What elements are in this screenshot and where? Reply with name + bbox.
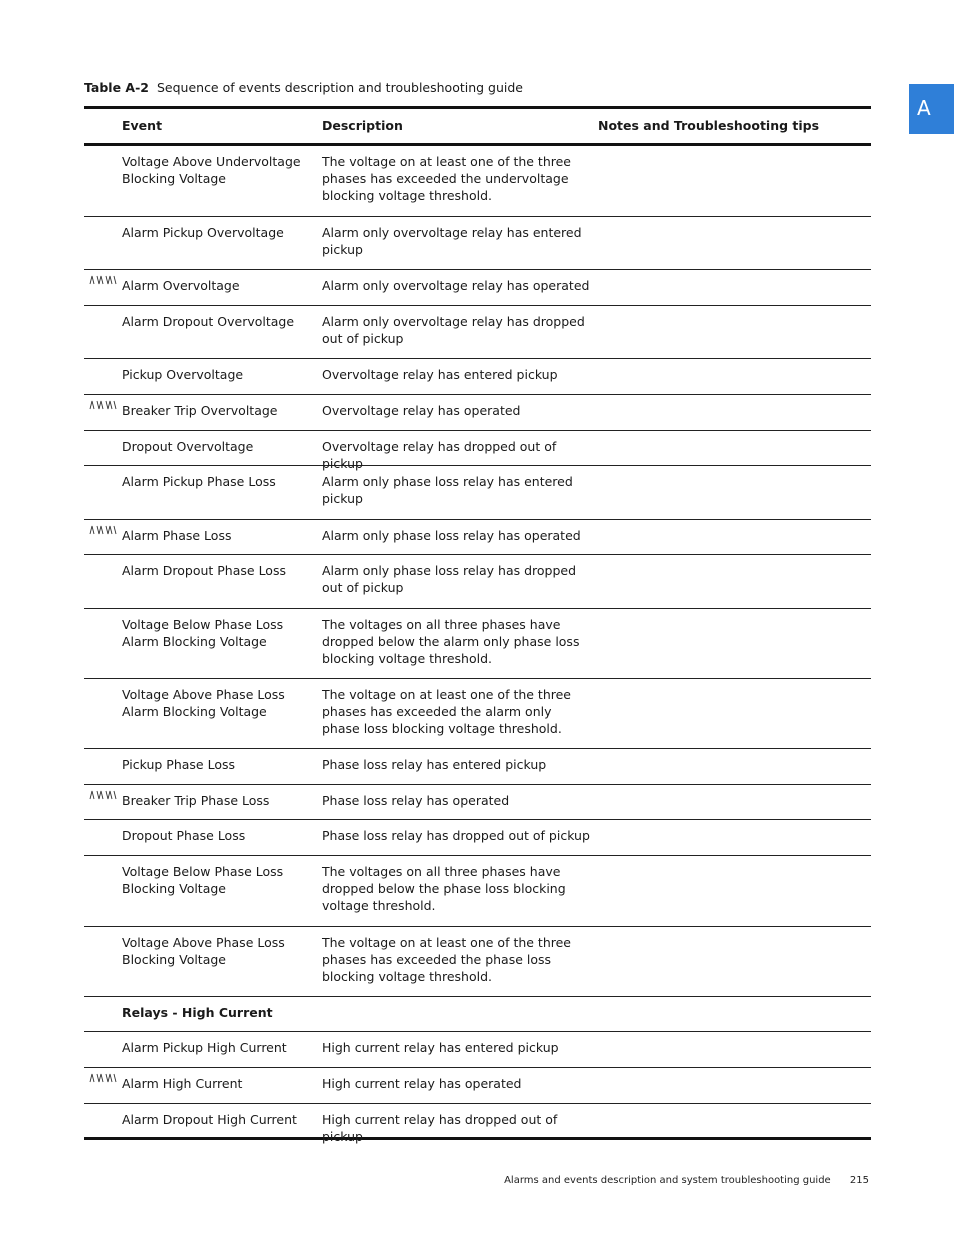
waveform-capture-icon xyxy=(89,400,117,410)
event-name: Alarm Pickup Overvoltage xyxy=(122,225,284,240)
event-description: The voltages on all three phases have dropped below the alarm only phase loss blocking voltage threshold. xyxy=(322,617,580,667)
table-header xyxy=(84,106,871,146)
event-name: Voltage Above Undervoltage Blocking Voltage xyxy=(122,154,301,187)
event-name: Voltage Above Phase Loss Alarm Blocking Voltage xyxy=(122,687,285,720)
table-row xyxy=(84,270,871,306)
table-row xyxy=(84,306,871,359)
page-number: 215 xyxy=(849,1175,869,1186)
header-description: Description xyxy=(322,118,403,133)
event-description: Alarm only phase loss relay has operated xyxy=(322,528,581,543)
event-description: The voltages on all three phases have dropped below the phase loss blocking voltage threshold. xyxy=(322,864,566,914)
event-name: Voltage Above Phase Loss Blocking Voltage xyxy=(122,935,285,968)
event-description: Phase loss relay has dropped out of pickup xyxy=(322,828,590,843)
event-description: Alarm only phase loss relay has entered pickup xyxy=(322,474,573,507)
table-row xyxy=(84,927,871,997)
table-row xyxy=(84,146,871,217)
waveform-capture-icon xyxy=(89,275,117,285)
footer-title: Alarms and events description and system troubleshooting guide xyxy=(504,1175,831,1186)
table-row xyxy=(84,431,871,472)
table-body xyxy=(84,146,871,1145)
table-row xyxy=(84,1104,871,1145)
event-name: Alarm Dropout Overvoltage xyxy=(122,314,295,329)
event-name: Pickup Overvoltage xyxy=(122,367,244,382)
waveform-capture-icon xyxy=(89,1073,117,1083)
event-name: Pickup Phase Loss xyxy=(122,757,236,772)
event-name: Alarm Overvoltage xyxy=(122,278,240,293)
table-row xyxy=(84,820,871,856)
table-row xyxy=(84,749,871,785)
event-name: Voltage Below Phase Loss Alarm Blocking Voltage xyxy=(122,617,284,650)
header-notes: Notes and Troubleshooting tips xyxy=(598,118,820,133)
event-name: Alarm Pickup Phase Loss xyxy=(122,474,276,489)
section-title: Relays - High Current xyxy=(122,1005,273,1020)
table-row xyxy=(84,217,871,270)
table-row xyxy=(84,555,871,609)
table-row xyxy=(84,359,871,395)
event-name: Dropout Phase Loss xyxy=(122,828,246,843)
table-row xyxy=(84,785,871,820)
section-row xyxy=(84,997,871,1032)
page-footer xyxy=(504,1175,869,1186)
table-row xyxy=(84,1068,871,1104)
event-description: Alarm only overvoltage relay has entered pickup xyxy=(322,225,582,258)
event-description: Overvoltage relay has operated xyxy=(322,403,521,418)
event-description: Alarm only overvoltage relay has operated xyxy=(322,278,590,293)
table-caption-label: Table A-2 xyxy=(84,80,149,95)
event-description: The voltage on at least one of the three phases has exceeded the alarm only phase loss blocking voltage threshold. xyxy=(322,687,571,737)
event-name: Alarm Dropout High Current xyxy=(122,1112,297,1127)
table-row xyxy=(84,520,871,555)
event-name: Alarm Phase Loss xyxy=(122,528,232,543)
event-name: Alarm Pickup High Current xyxy=(122,1040,287,1055)
appendix-tab-marker xyxy=(909,84,954,134)
header-event: Event xyxy=(122,118,163,133)
appendix-tab-letter: A xyxy=(917,96,931,120)
event-description: High current relay has operated xyxy=(322,1076,522,1091)
table-row xyxy=(84,466,871,520)
table-caption-text: Sequence of events description and troubleshooting guide xyxy=(156,80,523,95)
event-name: Dropout Overvoltage xyxy=(122,439,254,454)
event-description: The voltage on at least one of the three phases has exceeded the undervoltage blocking voltage threshold. xyxy=(322,154,571,204)
waveform-capture-icon xyxy=(89,525,117,535)
event-description: Phase loss relay has operated xyxy=(322,793,510,808)
event-description: The voltage on at least one of the three phases has exceeded the phase loss blocking voltage threshold. xyxy=(322,935,571,985)
event-description: High current relay has dropped out of pickup xyxy=(322,1112,558,1145)
table-row xyxy=(84,679,871,749)
event-name: Alarm Dropout Phase Loss xyxy=(122,563,286,578)
event-description: Alarm only overvoltage relay has dropped out of pickup xyxy=(322,314,585,347)
table-row xyxy=(84,395,871,431)
table-caption xyxy=(84,80,523,96)
event-description: Alarm only phase loss relay has dropped out of pickup xyxy=(322,563,577,596)
table-row xyxy=(84,856,871,927)
waveform-capture-icon xyxy=(89,790,117,800)
event-name: Breaker Trip Phase Loss xyxy=(122,793,270,808)
event-description: Phase loss relay has entered pickup xyxy=(322,757,547,772)
event-name: Alarm High Current xyxy=(122,1076,243,1091)
event-description: Overvoltage relay has dropped out of pickup xyxy=(322,439,557,472)
event-description: High current relay has entered pickup xyxy=(322,1040,559,1055)
event-name: Breaker Trip Overvoltage xyxy=(122,403,278,418)
event-name: Voltage Below Phase Loss Blocking Voltage xyxy=(122,864,284,897)
table-row xyxy=(84,1032,871,1068)
events-table xyxy=(84,106,871,1145)
event-description: Overvoltage relay has entered pickup xyxy=(322,367,558,382)
table-row xyxy=(84,609,871,679)
